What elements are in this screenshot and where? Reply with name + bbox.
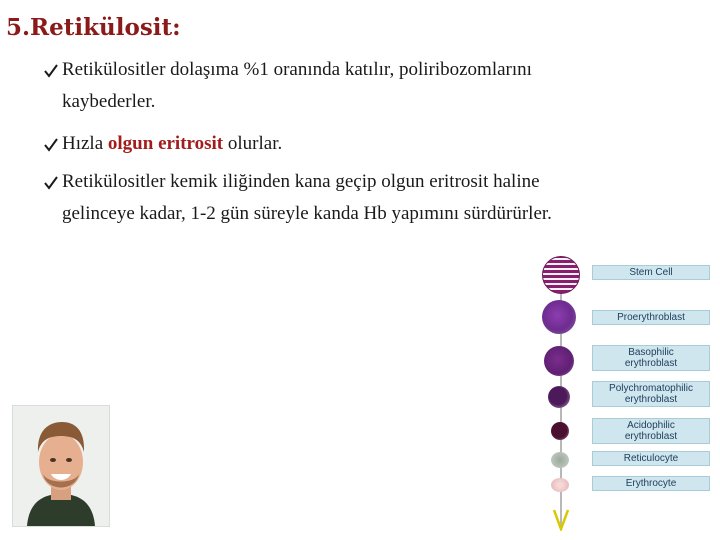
acidophilic-erythroblast-cell-icon — [551, 422, 569, 440]
stage-label-text: erythroblast — [624, 358, 678, 369]
person-photo — [12, 405, 110, 527]
stage-label-text: Reticulocyte — [623, 453, 679, 464]
stem-cell-icon — [542, 256, 580, 294]
bullet-line: Retikülositler dolaşıma %1 oranında katılır, poliribozomlarını — [62, 59, 532, 80]
checkmark-icon — [42, 128, 60, 160]
arrow-down-icon — [553, 509, 569, 531]
checkmark-icon — [42, 54, 60, 86]
checkmark-icon — [42, 166, 60, 198]
slide-title: 5.Retikülosit: — [6, 14, 181, 41]
stage-label-basophilic — [592, 345, 710, 371]
bullet-line: kaybederler. — [62, 91, 156, 112]
stage-label-text: Proerythroblast — [617, 312, 685, 323]
stage-label-text: Erythrocyte — [625, 478, 677, 489]
bullet-item — [42, 166, 702, 230]
stage-label-acidophilic — [592, 418, 710, 444]
stage-label-text: Stem Cell — [629, 267, 673, 278]
highlight-text: olgun eritrosit — [107, 133, 224, 154]
bullet-text-post: olurlar. — [223, 133, 283, 154]
bullet-item — [42, 54, 702, 118]
bullet-text — [42, 128, 702, 160]
reticulocyte-cell-icon — [551, 452, 569, 468]
erythropoiesis-diagram — [527, 248, 715, 533]
stage-label-erythrocyte — [592, 476, 710, 491]
stage-label-text: Basophilic — [628, 347, 674, 358]
erythrocyte-cell-icon — [551, 478, 569, 492]
stage-label-text: Acidophilic — [627, 420, 675, 431]
stage-label-stem-cell — [592, 265, 710, 280]
stage-label-proerythroblast — [592, 310, 710, 325]
stage-label-text: erythroblast — [624, 431, 678, 442]
stage-label-text: Polychromatophilic — [609, 383, 693, 394]
bullet-line: gelinceye kadar, 1-2 gün süreyle kanda Hb yapımını sürdürürler. — [62, 203, 552, 224]
stage-label-text: erythroblast — [624, 394, 678, 405]
polychromatophilic-erythroblast-cell-icon — [548, 386, 570, 408]
stage-label-reticulocyte — [592, 451, 710, 466]
basophilic-erythroblast-cell-icon — [544, 346, 574, 376]
bullet-text-pre: Hızla — [62, 133, 108, 154]
stage-label-polychromatophilic — [592, 381, 710, 407]
bullet-line: Retikülositler kemik iliğinden kana geçip olgun eritrosit haline — [62, 171, 540, 192]
bullet-item — [42, 128, 702, 160]
person-illustration — [13, 406, 109, 526]
proerythroblast-cell-icon — [542, 300, 576, 334]
